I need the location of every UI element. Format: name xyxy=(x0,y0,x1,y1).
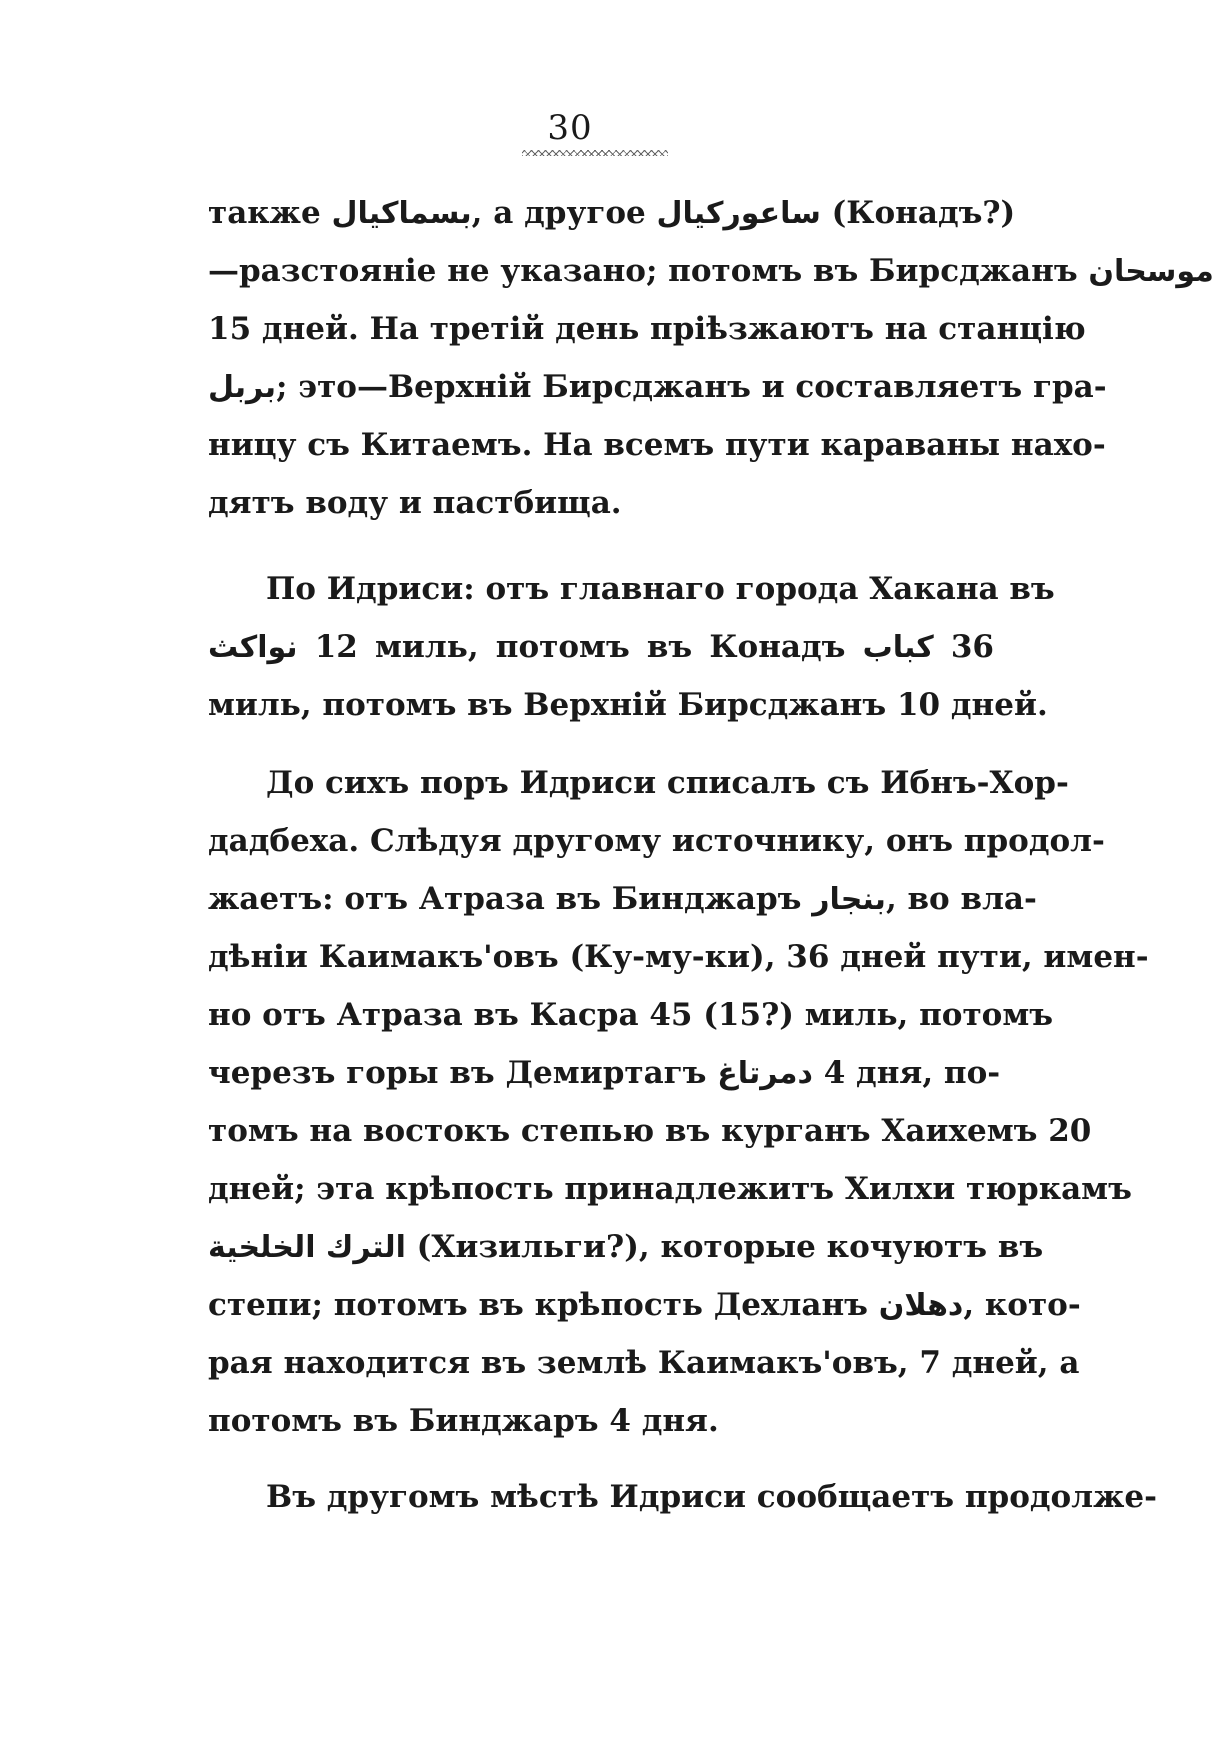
paragraph-2 xyxy=(208,560,1055,734)
arabic-word: كباب xyxy=(862,630,934,665)
text-line: черезъ горы въ Демиртагъ دمرتاغ 4 дня, по- xyxy=(208,1055,1001,1091)
text-line: степи; потомъ въ крѣпость Дехланъ دهلان, кото- xyxy=(208,1287,1081,1323)
text-line: дней; эта крѣпость принадлежитъ Хилхи тюркамъ xyxy=(208,1171,1132,1207)
text-line: томъ на востокъ степью въ курганъ Хаихемъ 20 xyxy=(208,1113,1092,1149)
text-line: рая находится въ землѣ Каимакъ'овъ, 7 дней, а xyxy=(208,1345,1080,1381)
arabic-word: ساعوركيال xyxy=(656,196,821,231)
text-line: также بسماكيال, а другое ساعوركيال (Конадъ?) xyxy=(208,195,1016,231)
arabic-word: موسحان xyxy=(1088,254,1214,289)
arabic-word: الترك الخلخية xyxy=(208,1230,406,1265)
text-line: ницу съ Китаемъ. На всемъ пути караваны нахо- xyxy=(208,427,1106,463)
text-line: —разстояніе не указано; потомъ въ Бирсджанъ موسحان xyxy=(208,253,1214,289)
paragraph-1 xyxy=(208,184,1214,532)
text-line: миль, потомъ въ Верхній Бирсджанъ 10 дней. xyxy=(208,687,1048,723)
text-line: дѣніи Каимакъ'овъ (Ку-му-ки), 36 дней пути, имен- xyxy=(208,939,1149,975)
arabic-word: بسماكيال xyxy=(331,196,472,231)
arabic-word: دهلان xyxy=(878,1288,964,1323)
paragraph-3 xyxy=(208,754,1149,1450)
page-number-rule xyxy=(522,150,668,156)
paragraph-4 xyxy=(208,1468,1157,1526)
page-number: 30 xyxy=(547,108,593,148)
text-line: 15 дней. На третій день пріѣзжаютъ на станцію xyxy=(208,311,1086,347)
text-line: نواكث 12 миль, потомъ въ Конадъ كباب 36 xyxy=(208,629,994,665)
text-line: По Идриси: отъ главнаго города Хакана въ xyxy=(266,571,1055,607)
text-line: потомъ въ Бинджаръ 4 дня. xyxy=(208,1403,719,1439)
text-line: بربل; это—Верхній Бирсджанъ и составляетъ гра- xyxy=(208,369,1107,405)
arabic-word: بربل xyxy=(208,370,276,405)
arabic-word: بنجار xyxy=(812,882,886,917)
text-line: الترك الخلخية (Хизильги?), которые кочуютъ въ xyxy=(208,1229,1044,1265)
text-line: жаетъ: отъ Атраза въ Бинджаръ بنجار, во вла- xyxy=(208,881,1037,917)
text-line: Въ другомъ мѣстѣ Идриси сообщаетъ продолже- xyxy=(266,1479,1157,1515)
text-line: До сихъ поръ Идриси списалъ съ Ибнъ-Хор- xyxy=(266,765,1069,801)
text-line: но отъ Атраза въ Касра 45 (15?) миль, потомъ xyxy=(208,997,1054,1033)
text-line: дадбеха. Слѣдуя другому источнику, онъ продол- xyxy=(208,823,1105,859)
arabic-word: دمرتاغ xyxy=(717,1056,813,1091)
arabic-word: نواكث xyxy=(208,630,298,665)
text-line: дятъ воду и пастбища. xyxy=(208,485,622,521)
